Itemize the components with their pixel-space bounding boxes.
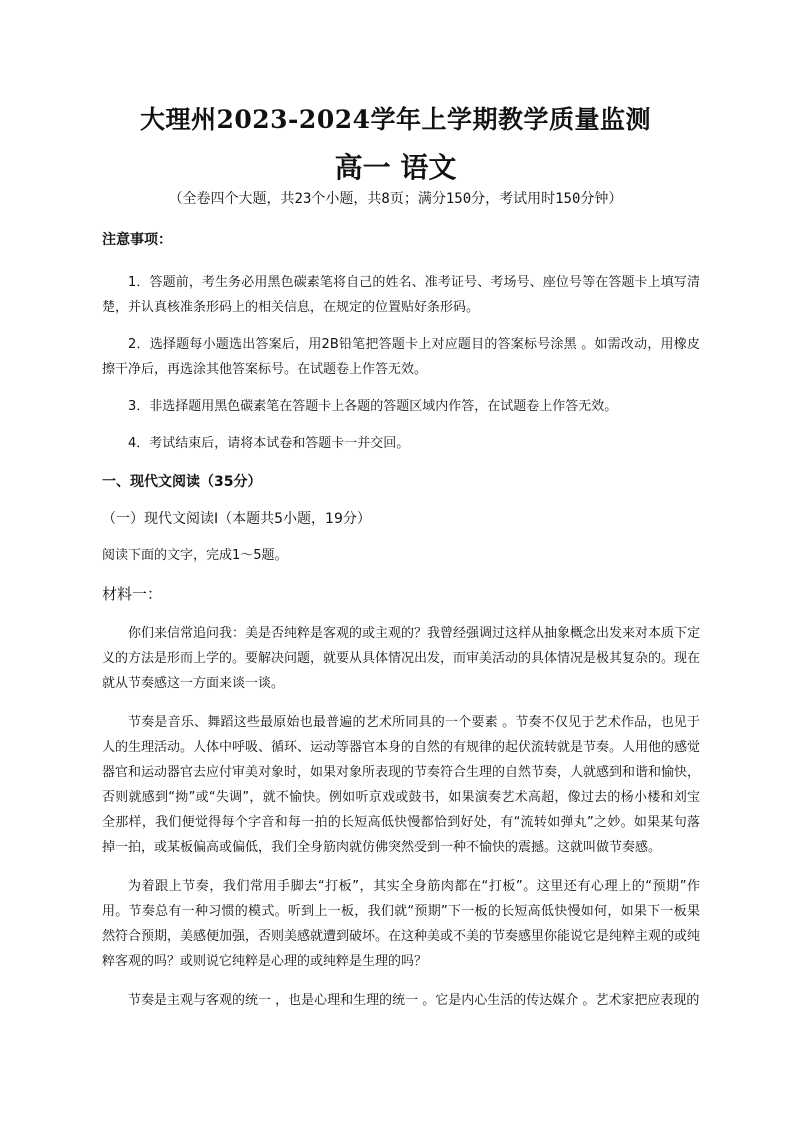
exam-info: （全卷四个大题，共23个小题，共8页；满分150分，考试用时150分钟）: [168, 191, 623, 207]
notice-item: 1．答题前，考生务必用黑色碳素笔将自己的姓名、准考证号、考场号、座位号等在答题卡上填写清楚，并认真核准条形码上的相关信息，在规定的位置贴好条形码。: [102, 275, 700, 315]
exam-content: [102, 228, 700, 1027]
notice-item: 3．非选择题用黑色碳素笔在答题卡上各题的答题区域内作答，在试题卷上作答无效。: [128, 399, 618, 414]
reading-instruction: 阅读下面的文字，完成1～5题。: [102, 548, 288, 563]
subject-title: 高一 语文: [334, 151, 457, 184]
subsection-heading: （一）现代文阅读Ⅰ（本题共5小题，19分）: [102, 511, 371, 527]
material-paragraph: 节奏是主观与客观的统一 ，也是心理和生理的统一 。它是内心生活的传达媒介 。艺术家把应表现的: [128, 993, 700, 1008]
exam-title: 大理州2023-2024学年上学期教学质量监测: [139, 105, 652, 134]
material-paragraph: 为着跟上节奏，我们常用手脚去“打板”，其实全身筋肉都在“打板”。这里还有心理上的“预期”作用。节奏总有一种习惯的模式。听到上一板，我们就“预期”下一板的长短高低快慢如何，如果下一板果然符合预期，美感便加强，否则美感就遭到破坏。在这种美或不美的节奏感里你能说它是纯粹主观的或纯粹客观的吗？或则说它纯粹是心理的或纯粹是生理的吗？: [102, 879, 701, 969]
material-label: 材料一：: [102, 585, 163, 603]
notice-item: 4．考试结束后，请将本试卷和答题卡一并交回。: [128, 436, 410, 451]
material-paragraph: 节奏是音乐、舞蹈这些最原始也最普遍的艺术所同具的一个要素 。节奏不仅见于艺术作品，也见于人的生理活动。人体中呼吸、循环、运动等器官本身的自然的有规律的起伏流转就是节奏。人用他的感觉器官和运动器官去应付审美对象时，如果对象所表现的节奏符合生理的自然节奏，人就感到和谐和愉快，否则就感到“拗”或“失调”，就不愉快。例如听京戏或鼓书，如果演奏艺术高超，像过去的杨小楼和刘宝全那样，我们便觉得每个字音和每一拍的长短高低快慢都恰到好处，有“流转如弹丸”之妙。如果某句落掉一拍，或某板偏高或偏低，我们全身筋肉就仿佛突然受到一种不愉快的震撼。这就叫做节奏感。: [102, 715, 701, 855]
notice-heading: 注意事项：: [102, 232, 172, 248]
section-heading: 一、现代文阅读（35分）: [102, 474, 262, 490]
material-paragraph: 你们来信常追问我：美是否纯粹是客观的或主观的？我曾经强调过这样从抽象概念出发来对本质下定义的方法是形而上学的。要解决问题，就要从具体情况出发，而审美活动的具体情况是极其复杂的。现在就从节奏感这一方面来谈一谈。: [102, 626, 701, 691]
notice-item: 2．选择题每小题选出答案后，用2B铅笔把答题卡上对应题目的答案标号涂黑 。如需改动，用橡皮擦干净后，再选涂其他答案标号。在试题卷上作答无效。: [102, 337, 700, 377]
